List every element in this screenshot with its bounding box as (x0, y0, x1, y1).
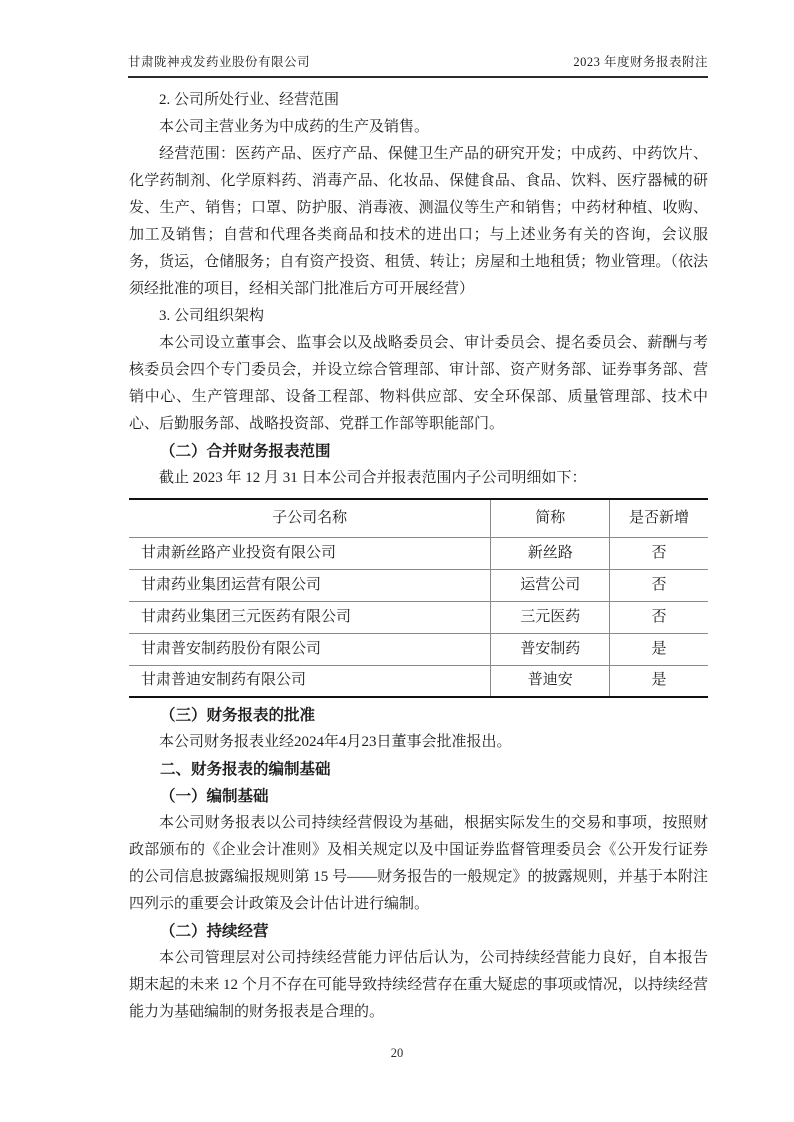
cell-subsidiary-name: 甘肃普安制药股份有限公司 (129, 633, 491, 665)
heading-preparation-basis: （一）编制基础 (160, 788, 269, 805)
cell-subsidiary-name: 甘肃普迪安制药有限公司 (141, 672, 307, 689)
paragraph-preparation-basis: 本公司财务报表以公司持续经营假设为基础，根据实际发生的交易和事项，按照财政部颁布的《企业会计准则》及相关规定以及中国证券监督管理委员会《公开发行证券的公司信息披露编报规则第 15 号——财务报告的一般规定》的披露规则，并基于本附注四列示的重要会计政策及会计估计进行编制。 (129, 815, 708, 912)
heading-statement-approval: （三）财务报表的批准 (160, 707, 316, 724)
header-company-name: 甘肃陇神戎发药业股份有限公司 (128, 55, 311, 69)
column-header-newly-added: 是否新增 (610, 499, 708, 537)
column-header-short-name: 简称 (491, 499, 610, 537)
cell-short-name: 普安制药 (491, 633, 610, 665)
page-footer (0, 1046, 794, 1061)
table-row (129, 633, 708, 665)
paragraph-going-concern: 本公司管理层对公司持续经营能力评估后认为，公司持续经营能力良好，自本报告期末起的未来 12 个月不存在可能导致持续经营存在重大疑虑的事项或情况，以持续经营能力为基础编制的财务报表是合理的。 (129, 950, 708, 1020)
paragraph-consolidation-intro: 截止 2023 年 12 月 31 日本公司合并报表范围内子公司明细如下： (159, 470, 587, 486)
cell-newly-added: 否 (610, 569, 708, 601)
cell-subsidiary-name: 甘肃新丝路产业投资有限公司 (129, 537, 491, 569)
cell-short-name: 运营公司 (491, 569, 610, 601)
header-doc-title: 2023 年度财务报表附注 (573, 55, 708, 69)
paragraph-statement-approval: 本公司财务报表业经2024年4月23日董事会批准报出。 (159, 734, 512, 750)
cell-short-name: 普迪安 (491, 665, 610, 697)
cell-short-name: 三元医药 (491, 601, 610, 633)
table-row (129, 665, 708, 697)
page-header (128, 52, 708, 78)
heading-going-concern: （二）持续经营 (160, 923, 269, 940)
table-row (129, 569, 708, 601)
column-header-subsidiary-name: 子公司名称 (129, 499, 491, 537)
table-header-row (129, 499, 708, 537)
subsidiaries-table (129, 498, 708, 698)
cell-newly-added: 否 (610, 601, 708, 633)
heading-consolidation-scope: （二）合并财务报表范围 (160, 443, 331, 460)
paragraph-org-structure: 本公司设立董事会、监事会以及战略委员会、审计委员会、提名委员会、薪酬与考核委员会四个专门委员会，并设立综合管理部、审计部、资产财务部、证券事务部、营销中心、生产管理部、设备工程部、物料供应部、安全环保部、质量管理部、技术中心、后勤服务部、战略投资部、党群工作部等职能部门。 (129, 335, 708, 432)
heading-industry-scope: 2. 公司所处行业、经营范围 (159, 92, 340, 108)
cell-newly-added: 否 (610, 537, 708, 569)
paragraph-business-scope: 经营范围：医药产品、医疗产品、保健卫生产品的研究开发；中成药、中药饮片、化学药制剂、化学原料药、消毒产品、化妆品、保健食品、食品、饮料、医疗器械的研发、生产、销售；口罩、防护服、消毒液、测温仪等生产和销售；中药材种植、收购、加工及销售；自营和代理各类商品和技术的进出口；与上述业务有关的咨询，会议服务，货运，仓储服务；自有资产投资、租赁、转让；房屋和土地租赁；物业管理。（依法须经批准的项目，经相关部门批准后方可开展经营） (129, 146, 708, 297)
heading-preparation-basis-section: 二、财务报表的编制基础 (160, 761, 331, 778)
cell-short-name: 新丝路 (491, 537, 610, 569)
table-row (129, 601, 708, 633)
cell-newly-added: 是 (610, 633, 708, 665)
heading-org-structure: 3. 公司组织架构 (159, 308, 265, 324)
paragraph-main-business: 本公司主营业务为中成药的生产及销售。 (159, 119, 430, 135)
page-number: 20 (390, 1046, 404, 1060)
page-content (129, 87, 708, 1026)
cell-subsidiary-name: 甘肃药业集团运营有限公司 (129, 569, 491, 601)
table-row (129, 537, 708, 569)
cell-newly-added: 是 (610, 665, 708, 697)
cell-subsidiary-name: 甘肃药业集团三元医药有限公司 (129, 601, 491, 633)
